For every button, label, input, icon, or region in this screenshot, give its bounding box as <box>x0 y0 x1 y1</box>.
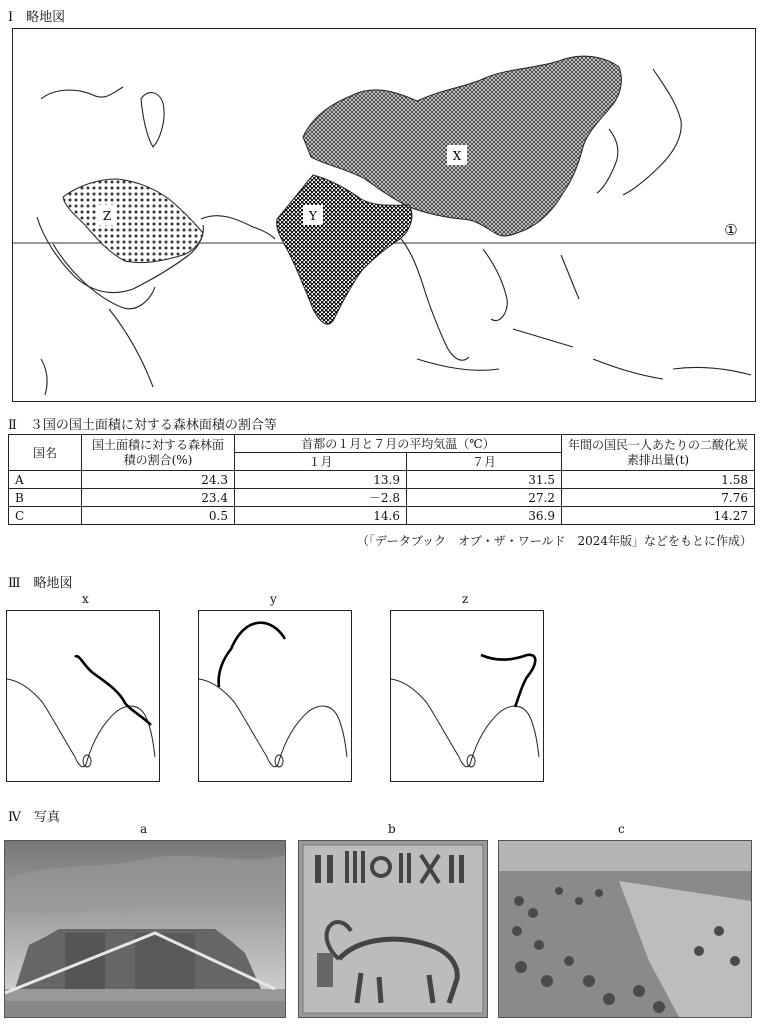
header-forest: 国土面積に対する森林面積の割合(%) <box>82 435 235 471</box>
header-co2: 年間の国民一人あたりの二酸化炭素排出量(t) <box>562 435 755 471</box>
map-z-label: z <box>462 592 469 606</box>
row-b-name: B <box>9 489 82 507</box>
row-b-forest: 23.4 <box>82 489 235 507</box>
map-z <box>390 610 544 782</box>
section-2-title: Ⅱ ３国の国土面積に対する森林面積の割合等 <box>8 418 277 433</box>
row-a-jan: 13.9 <box>235 471 407 489</box>
section-3-title: Ⅲ 略地図 <box>8 576 73 591</box>
asia-map <box>12 28 756 402</box>
row-b-co2: 7.76 <box>562 489 755 507</box>
row-a-forest: 24.3 <box>82 471 235 489</box>
photo-terracotta-army <box>498 840 752 1018</box>
header-jul: ７月 <box>407 453 562 471</box>
table-row <box>9 507 755 525</box>
label-x: X <box>452 149 462 163</box>
row-a-jul: 31.5 <box>407 471 562 489</box>
row-b-jan: －2.8 <box>235 489 407 507</box>
label-z: Z <box>102 209 112 223</box>
photo-a-label: a <box>140 822 148 836</box>
map-x <box>6 610 160 782</box>
map-y-label: y <box>270 592 277 606</box>
map-y <box>198 610 352 782</box>
header-temp: 首都の１月と７月の平均気温（℃） <box>235 435 562 453</box>
photo-indus-seal <box>298 840 488 1018</box>
label-y: Y <box>309 209 317 223</box>
map-x-label: x <box>82 592 89 606</box>
row-c-jul: 36.9 <box>407 507 562 525</box>
row-c-name: C <box>9 507 82 525</box>
photo-b-label: b <box>388 822 396 836</box>
photo-ziggurat <box>4 840 286 1018</box>
header-country: 国名 <box>9 435 82 471</box>
table-source: （「データブック オブ・ザ・ワールド 2024年版」などをもとに作成） <box>356 534 752 548</box>
forest-table <box>8 434 755 525</box>
row-a-name: A <box>9 471 82 489</box>
row-c-forest: 0.5 <box>82 507 235 525</box>
section-1-title: Ⅰ 略地図 <box>8 10 66 25</box>
row-c-co2: 14.27 <box>562 507 755 525</box>
row-c-jan: 14.6 <box>235 507 407 525</box>
row-b-jul: 27.2 <box>407 489 562 507</box>
label-circle-1: ① <box>724 221 738 239</box>
table-row <box>9 489 755 507</box>
photo-c-label: c <box>618 822 625 836</box>
header-jan: １月 <box>235 453 407 471</box>
row-a-co2: 1.58 <box>562 471 755 489</box>
section-4-title: Ⅳ 写真 <box>8 810 60 825</box>
table-row <box>9 471 755 489</box>
